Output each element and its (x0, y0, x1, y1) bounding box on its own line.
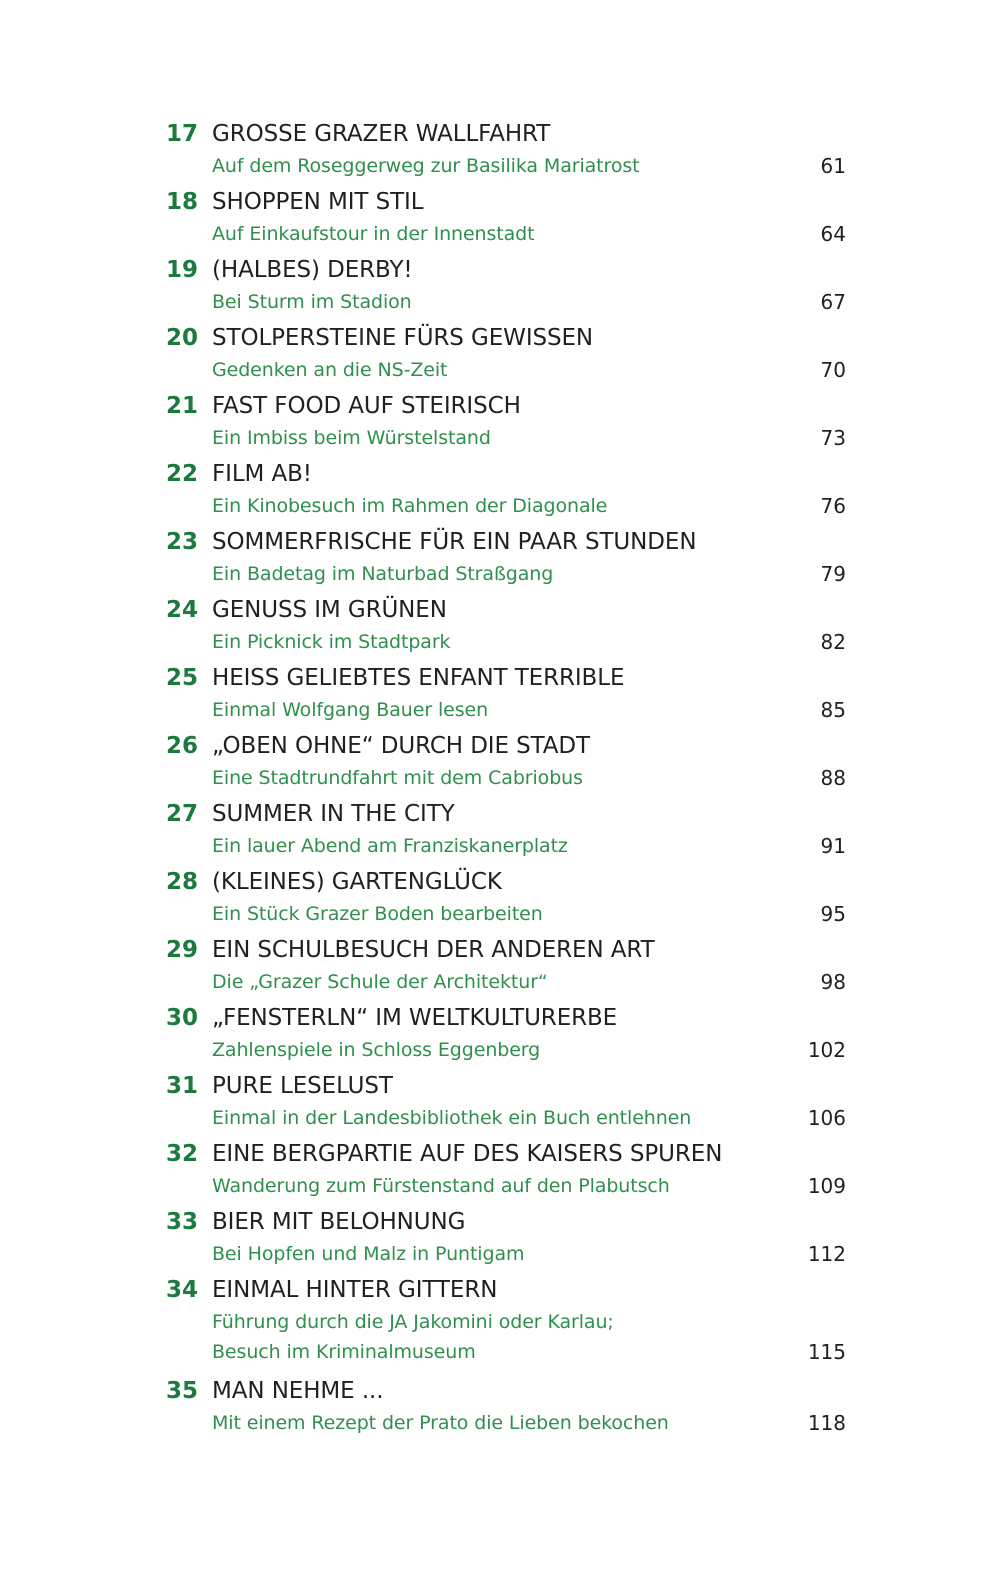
chapter-subtitle-row (212, 219, 846, 249)
chapter-number: 32 (166, 1141, 199, 1167)
toc-entry (166, 1002, 846, 1065)
chapter-subtitle (212, 355, 846, 385)
chapter-number: 25 (166, 665, 199, 691)
chapter-subtitle (212, 1171, 846, 1201)
page-number: 95 (820, 902, 846, 926)
chapter-subtitle-row (212, 899, 846, 929)
chapter-number: 28 (166, 869, 199, 895)
chapter-subtitle (212, 151, 846, 181)
toc-entry (166, 186, 846, 249)
chapter-number: 31 (166, 1073, 199, 1099)
page-number: 91 (820, 834, 846, 858)
toc-entry (166, 798, 846, 861)
chapter-subtitle-line: Zahlenspiele in Schloss Eggenberg (212, 1039, 541, 1061)
page-number: 73 (820, 426, 846, 450)
chapter-subtitle-row (212, 627, 846, 657)
chapter-number: 19 (166, 257, 199, 283)
chapter-subtitle (212, 1307, 846, 1367)
chapter-subtitle-row (212, 763, 846, 793)
page-number: 115 (807, 1340, 846, 1364)
chapter-subtitle-row (212, 1307, 846, 1367)
chapter-number: 33 (166, 1209, 199, 1235)
chapter-subtitle-line: Ein Stück Grazer Boden bearbeiten (212, 903, 543, 925)
chapter-title: „OBEN OHNE“ DURCH DIE STADT (212, 733, 590, 759)
chapter-subtitle-line: Die „Grazer Schule der Architektur“ (212, 971, 548, 993)
chapter-number: 30 (166, 1005, 199, 1031)
chapter-subtitle-row (212, 695, 846, 725)
page-number: 102 (807, 1038, 846, 1062)
toc-entry (166, 526, 846, 589)
chapter-subtitle-row (212, 1035, 846, 1065)
chapter-title: HEISS GELIEBTES ENFANT TERRIBLE (212, 665, 625, 691)
chapter-number: 26 (166, 733, 199, 759)
page-number: 85 (820, 698, 846, 722)
chapter-subtitle-line: Besuch im Kriminalmuseum (212, 1341, 476, 1363)
chapter-subtitle-line: Einmal Wolfgang Bauer lesen (212, 699, 489, 721)
chapter-title: (KLEINES) GARTENGLÜCK (212, 869, 502, 895)
chapter-title: BIER MIT BELOHNUNG (212, 1209, 466, 1235)
chapter-subtitle-line: Gedenken an die NS-Zeit (212, 359, 448, 381)
chapter-title: SOMMERFRISCHE FÜR EIN PAAR STUNDEN (212, 529, 697, 555)
chapter-title: „FENSTERLN“ IM WELTKULTURERBE (212, 1005, 618, 1031)
chapter-subtitle-row (212, 151, 846, 181)
chapter-title: SHOPPEN MIT STIL (212, 189, 424, 215)
chapter-number: 21 (166, 393, 199, 419)
chapter-number: 27 (166, 801, 199, 827)
page-number: 82 (820, 630, 846, 654)
page-number: 67 (820, 290, 846, 314)
chapter-subtitle-row (212, 355, 846, 385)
chapter-subtitle-line: Bei Hopfen und Malz in Puntigam (212, 1243, 525, 1265)
chapter-subtitle (212, 695, 846, 725)
toc-entry (166, 118, 846, 181)
chapter-subtitle (212, 1103, 846, 1133)
chapter-subtitle-row (212, 1239, 846, 1269)
chapter-subtitle (212, 763, 846, 793)
chapter-subtitle-line: Auf Einkaufstour in der Innenstadt (212, 223, 535, 245)
chapter-subtitle (212, 1408, 846, 1438)
chapter-number: 29 (166, 937, 199, 963)
chapter-subtitle (212, 967, 846, 997)
chapter-subtitle (212, 491, 846, 521)
chapter-title: STOLPERSTEINE FÜRS GEWISSEN (212, 325, 594, 351)
page-number: 118 (807, 1411, 846, 1435)
page-number: 70 (820, 358, 846, 382)
chapter-subtitle-row (212, 831, 846, 861)
chapter-number: 18 (166, 189, 199, 215)
chapter-title: EINE BERGPARTIE AUF DES KAISERS SPUREN (212, 1141, 723, 1167)
chapter-subtitle (212, 423, 846, 453)
toc-entry (166, 1206, 846, 1269)
page-number: 98 (820, 970, 846, 994)
page-number: 79 (820, 562, 846, 586)
chapter-subtitle-line: Wanderung zum Fürstenstand auf den Plabutsch (212, 1175, 670, 1197)
page-number: 106 (807, 1106, 846, 1130)
chapter-number: 20 (166, 325, 199, 351)
chapter-subtitle-row (212, 559, 846, 589)
chapter-title: SUMMER IN THE CITY (212, 801, 455, 827)
toc-entry (166, 866, 846, 929)
chapter-subtitle-line: Ein Kinobesuch im Rahmen der Diagonale (212, 495, 608, 517)
toc-entry (166, 594, 846, 657)
chapter-number: 22 (166, 461, 199, 487)
toc-entry (166, 1138, 846, 1201)
chapter-subtitle-row (212, 1103, 846, 1133)
toc-entry (166, 254, 846, 317)
chapter-subtitle-line: Ein Picknick im Stadtpark (212, 631, 451, 653)
chapter-number: 34 (166, 1277, 199, 1303)
chapter-subtitle-row (212, 1408, 846, 1438)
toc-entry (166, 1070, 846, 1133)
chapter-subtitle (212, 1239, 846, 1269)
page-number: 76 (820, 494, 846, 518)
page-number: 112 (807, 1242, 846, 1266)
chapter-subtitle (212, 219, 846, 249)
chapter-subtitle (212, 287, 846, 317)
toc-entry (166, 934, 846, 997)
chapter-subtitle-row (212, 967, 846, 997)
chapter-subtitle-row (212, 491, 846, 521)
table-of-contents (166, 118, 846, 1443)
chapter-subtitle (212, 627, 846, 657)
toc-entry (166, 730, 846, 793)
chapter-title: PURE LESELUST (212, 1073, 393, 1099)
chapter-subtitle-line: Führung durch die JA Jakomini oder Karlau; (212, 1311, 614, 1333)
chapter-subtitle-line: Bei Sturm im Stadion (212, 291, 412, 313)
chapter-title: (HALBES) DERBY! (212, 257, 413, 283)
chapter-subtitle-line: Ein Imbiss beim Würstelstand (212, 427, 491, 449)
page-number: 61 (820, 154, 846, 178)
chapter-subtitle-line: Mit einem Rezept der Prato die Lieben bekochen (212, 1412, 669, 1434)
page-number: 64 (820, 222, 846, 246)
chapter-subtitle-line: Ein lauer Abend am Franziskanerplatz (212, 835, 568, 857)
page-number: 88 (820, 766, 846, 790)
chapter-subtitle-line: Einmal in der Landesbibliothek ein Buch entlehnen (212, 1107, 692, 1129)
chapter-number: 17 (166, 121, 199, 147)
chapter-title: GENUSS IM GRÜNEN (212, 597, 447, 623)
chapter-subtitle (212, 831, 846, 861)
chapter-subtitle-row (212, 423, 846, 453)
toc-entry (166, 322, 846, 385)
chapter-subtitle (212, 1035, 846, 1065)
chapter-title: EIN SCHULBESUCH DER ANDEREN ART (212, 937, 655, 963)
chapter-subtitle (212, 559, 846, 589)
chapter-title: MAN NEHME ... (212, 1378, 384, 1404)
chapter-title: FAST FOOD AUF STEIRISCH (212, 393, 521, 419)
chapter-number: 24 (166, 597, 199, 623)
toc-entry (166, 662, 846, 725)
chapter-number: 23 (166, 529, 199, 555)
chapter-subtitle-line: Ein Badetag im Naturbad Straßgang (212, 563, 554, 585)
chapter-title: FILM AB! (212, 461, 312, 487)
chapter-title: GROSSE GRAZER WALLFAHRT (212, 121, 551, 147)
chapter-subtitle-row (212, 1171, 846, 1201)
chapter-subtitle-row (212, 287, 846, 317)
toc-entry (166, 390, 846, 453)
chapter-subtitle-line: Auf dem Roseggerweg zur Basilika Mariatrost (212, 155, 640, 177)
toc-entry (166, 1274, 846, 1367)
chapter-subtitle-line: Eine Stadtrundfahrt mit dem Cabriobus (212, 767, 583, 789)
page-number: 109 (807, 1174, 846, 1198)
toc-entry (166, 1375, 846, 1438)
chapter-subtitle (212, 899, 846, 929)
chapter-title: EINMAL HINTER GITTERN (212, 1277, 498, 1303)
chapter-number: 35 (166, 1378, 199, 1404)
toc-entry (166, 458, 846, 521)
